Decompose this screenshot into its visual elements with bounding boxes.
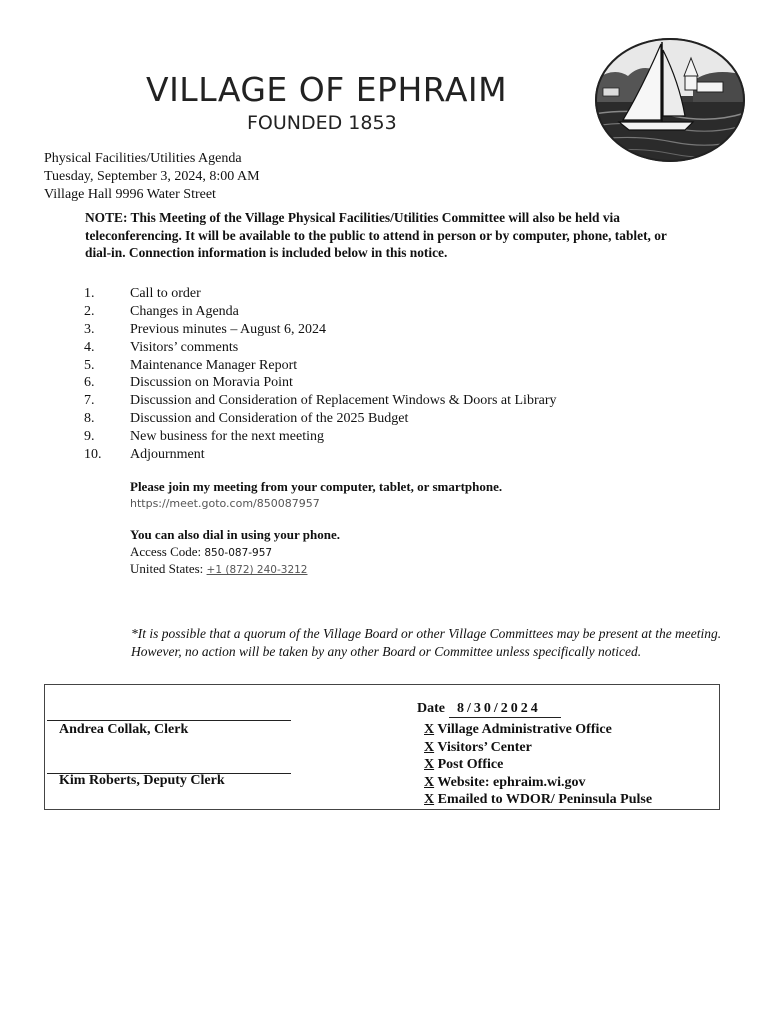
agenda-item <box>84 321 557 339</box>
teleconference-note: NOTE: This Meeting of the Village Physical Facilities/Utilities Committee will also be held via teleconferencing. It will be available to the public to attend in person or by computer, phone, tablet, or dial-in. Connection information is included below in this notice. <box>85 210 667 260</box>
posting-check: X <box>424 739 435 755</box>
agenda-text: Call to order <box>130 286 201 301</box>
agenda-item <box>84 428 557 446</box>
meeting-info <box>44 150 260 204</box>
agenda-text: Adjournment <box>130 447 205 463</box>
agenda-text: Discussion and Consideration of the 2025 Budget <box>130 411 409 427</box>
clerk-name: Andrea Collak, Clerk <box>59 722 189 737</box>
date-label: Date <box>417 701 445 716</box>
agenda-item <box>84 285 557 303</box>
posting-check: X <box>424 774 435 790</box>
deputy-clerk-name: Kim Roberts, Deputy Clerk <box>59 773 225 788</box>
meeting-link[interactable]: https://meet.goto.com/850087957 <box>130 497 320 510</box>
us-phone-link[interactable]: +1 (872) 240-3212 <box>206 564 308 576</box>
dial-in-section <box>130 527 340 579</box>
agenda-text: Maintenance Manager Report <box>130 357 298 373</box>
agenda-item <box>84 446 557 464</box>
agenda-number: 2. <box>84 303 95 319</box>
quorum-notice: *It is possible that a quorum of the Village Board or other Village Committees may be present at the meeting. However, no action will be taken by any other Board or Committee unless specifically noticed. <box>131 626 722 659</box>
agenda-text: Changes in Agenda <box>130 303 239 319</box>
meeting-location: Village Hall 9996 Water Street <box>44 187 216 202</box>
posting-locations <box>412 721 652 809</box>
join-heading: Please join my meeting from your computer, tablet, or smartphone. <box>130 479 503 494</box>
agenda-text: Discussion on Moravia Point <box>130 375 293 391</box>
posting-label: Website: ephraim.wi.gov <box>437 774 586 790</box>
agenda-item <box>84 303 557 321</box>
agenda-text: Previous minutes – August 6, 2024 <box>130 321 327 337</box>
signature-box <box>44 684 720 810</box>
posting-label: Visitors’ Center <box>437 739 532 755</box>
agenda-number: 7. <box>84 393 95 409</box>
posting-check: X <box>424 757 435 772</box>
posting-item <box>412 756 652 774</box>
posting-item <box>412 721 652 739</box>
posting-item <box>412 791 652 809</box>
date-value: 8/30/2024 <box>449 701 561 718</box>
agenda-text: Discussion and Consideration of Replacement Windows & Doors at Library <box>130 393 557 409</box>
agenda-item <box>84 339 557 357</box>
access-code-row <box>130 544 340 562</box>
posting-item <box>412 774 652 792</box>
meeting-name: Physical Facilities/Utilities Agenda <box>44 151 242 166</box>
access-code-label: Access Code: <box>130 543 205 559</box>
us-phone-label: United States: <box>130 561 207 576</box>
posting-item <box>412 739 652 757</box>
meeting-datetime: Tuesday, September 3, 2024, 8:00 AM <box>44 169 260 184</box>
page-subtitle: FOUNDED 1853 <box>247 112 397 134</box>
dial-in-heading: You can also dial in using your phone. <box>130 527 340 542</box>
posting-date <box>417 701 561 718</box>
agenda-item <box>84 357 557 375</box>
agenda-number: 10. <box>84 447 102 463</box>
agenda-text: New business for the next meeting <box>130 429 325 445</box>
agenda-item <box>84 392 557 410</box>
posting-label: Post Office <box>437 757 504 772</box>
page-title: VILLAGE OF EPHRAIM <box>146 70 508 109</box>
join-section <box>130 479 502 512</box>
agenda-number: 3. <box>84 321 95 337</box>
agenda-number: 1. <box>84 286 95 301</box>
agenda-number: 5. <box>84 357 95 373</box>
agenda-text: Visitors’ comments <box>130 339 239 355</box>
posting-check: X <box>424 792 435 807</box>
clerk-signature-line <box>47 720 291 721</box>
sailboat-seal-icon <box>593 36 748 164</box>
agenda-item <box>84 374 557 392</box>
agenda-number: 9. <box>84 429 95 445</box>
agenda-list <box>84 285 557 464</box>
access-code-value: 850-087-957 <box>204 546 273 559</box>
posting-check: X <box>424 722 435 737</box>
agenda-number: 6. <box>84 375 95 391</box>
posting-label: Village Administrative Office <box>437 722 612 737</box>
agenda-number: 8. <box>84 411 95 427</box>
agenda-item <box>84 410 557 428</box>
posting-label: Emailed to WDOR/ Peninsula Pulse <box>437 792 653 807</box>
agenda-number: 4. <box>84 339 95 355</box>
us-phone-row <box>130 561 340 579</box>
